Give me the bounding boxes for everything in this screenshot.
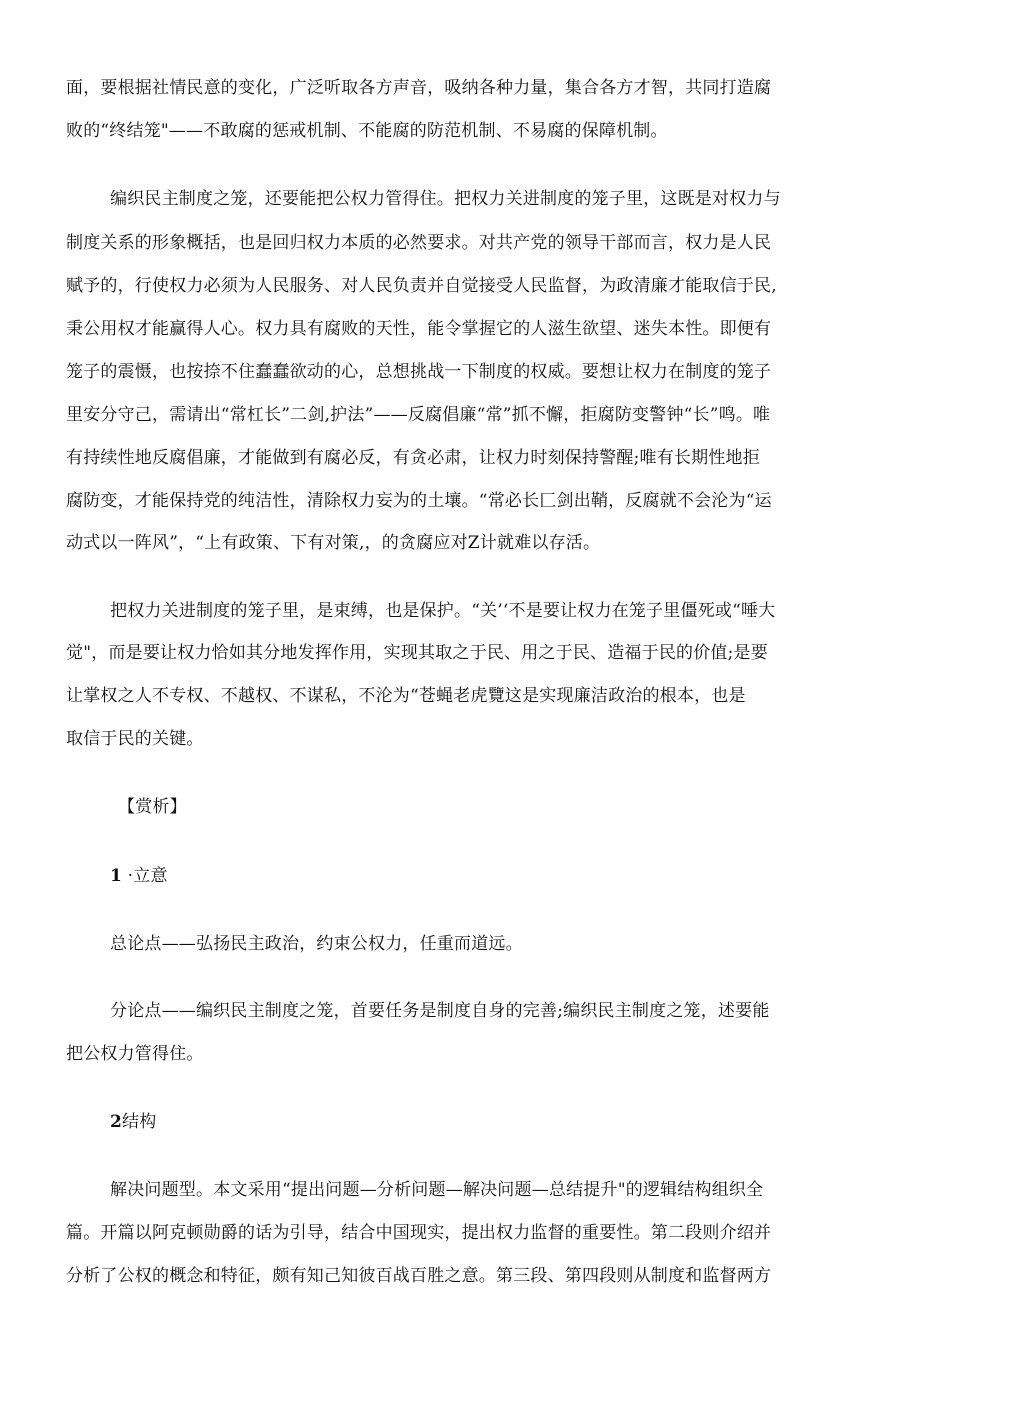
text-line: 取信于民的关键。 bbox=[66, 729, 204, 749]
section-heading bbox=[110, 1110, 156, 1134]
text-line: 解决问题型。本文采用“提出问题—分析问题—解决问题—总结提升"的逻辑结构组织全 bbox=[110, 1180, 764, 1200]
text-line: 赋予的，行使权力必须为人民服务、对人民负责并自觉接受人民监督，为政清廉才能取信于民, bbox=[66, 276, 777, 296]
section-number: 1 bbox=[110, 866, 123, 886]
section-title: 结构 bbox=[122, 1112, 157, 1132]
text-line: 有持续性地反腐倡廉，才能做到有腐必反，有贪必肃，让权力时刻保持警醒;唯有长期性地拒 bbox=[66, 448, 760, 468]
text-line: 制度关系的形象概括，也是回归权力本质的必然要求。对共产党的领导干部而言，权力是人民 bbox=[66, 233, 772, 253]
text-line: 笼子的震慑，也按捺不住蠢蠢欲动的心，总想挑战一下制度的权威。要想让权力在制度的笼子 bbox=[66, 362, 772, 382]
text-line: 面，要根据社情民意的变化，广泛听取各方声音，吸纳各种力量，集合各方才智，共同打造腐 bbox=[66, 78, 772, 98]
text-line: 腐防变，才能保持党的纯洁性，清除权力妄为的土壤。“常必长匚剑出鞘，反腐就不会沦为“运 bbox=[66, 491, 772, 511]
text-line: 把公权力管得住。 bbox=[66, 1044, 204, 1064]
thesis-line: 总论点——弘扬民主政治，约束公权力，任重而道远。 bbox=[110, 934, 523, 954]
section-number: 2 bbox=[110, 1112, 123, 1132]
text-line: 动式以一阵风”，“上有政策、下有对策,，的贪腐应对Z计就难以存活。 bbox=[66, 533, 601, 553]
section-heading bbox=[110, 864, 168, 888]
appreciation-heading: 【赏析】 bbox=[118, 797, 187, 817]
text-line: 秉公用权才能赢得人心。权力具有腐败的天性，能令掌握它的人滋生欲望、迷失本性。即便有 bbox=[66, 319, 772, 339]
text-line: 编织民主制度之笼，还要能把公权力管得住。把权力关进制度的笼子里，这既是对权力与 bbox=[110, 189, 781, 209]
text-line: 里安分守己，需请出“常杠长”二剑,护法”——反腐倡廉“常”抓不懈，拒腐防变警钟“长”鸣。唯 bbox=[66, 405, 771, 425]
text-line: 让掌权之人不专权、不越权、不谋私，不沦为“苍蝇老虎覽这是实现廉洁政治的根本，也是 bbox=[66, 686, 746, 706]
text-line: 篇。开篇以阿克顿勋爵的话为引导，结合中国现实，提出权力监督的重要性。第二段则介绍并 bbox=[66, 1223, 772, 1243]
text-line: 分论点——编织民主制度之笼，首要任务是制度自身的完善;编织民主制度之笼，述要能 bbox=[110, 1001, 770, 1021]
text-line: 分析了公权的概念和特征，颇有知己知彼百战百胜之意。第三段、第四段则从制度和监督两方 bbox=[66, 1266, 772, 1286]
text-line: 觉"，而是要让权力恰如其分地发挥作用，实现其取之于民、用之于民、造福于民的价值;是要 bbox=[66, 643, 768, 663]
text-line: 败的“终结笼"——不敢腐的惩戒机制、不能腐的防范机制、不易腐的保障机制。 bbox=[66, 121, 668, 141]
section-title: ·立意 bbox=[122, 866, 168, 886]
text-line: 把权力关进制度的笼子里，是束缚，也是保护。“关’‘不是要让权力在笼子里僵死或“唾大 bbox=[110, 601, 776, 621]
